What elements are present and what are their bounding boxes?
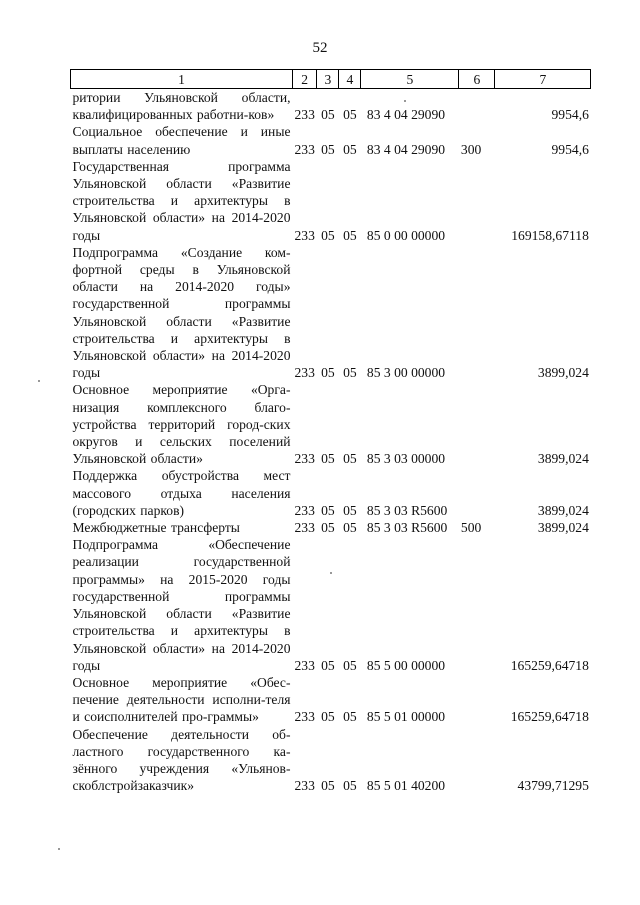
row-amount: 3899,024 — [537, 502, 589, 518]
row-amount: 9954,6 — [551, 141, 589, 157]
row-name: Подпрограмма «Обеспечение реализации государственной программы» на 2015-2020 годы государственной программы Ульяновской области «Развитие строительства и архитектуры в Ульяновской области» на 2014-2020 годы — [72, 537, 291, 673]
row-admin-code: 233 — [294, 709, 315, 725]
row-target-article: 85 3 00 00000 — [366, 365, 446, 381]
row-section: 05 — [321, 778, 335, 794]
row-amount: 3899,024 — [537, 520, 589, 536]
header-cell-3: 3 — [317, 70, 339, 89]
margin-mark — [58, 848, 60, 850]
row-subsection: 05 — [343, 657, 357, 673]
table-row — [71, 519, 591, 536]
row-subsection: 05 — [343, 778, 357, 794]
row-expense-type — [459, 467, 495, 519]
row-admin-code: 233 — [294, 502, 315, 518]
row-expense-type — [459, 674, 495, 726]
header-cell-7: 7 — [495, 70, 591, 89]
row-name: Социальное обеспечение и иные выплаты населению — [72, 124, 291, 157]
row-name: Поддержка обустройства мест массового отдыха населения (городских парков) — [72, 468, 291, 518]
row-name: Основное мероприятие «Обес-печение деятельности исполни-теля и соисполнителей про-граммы» — [72, 674, 291, 725]
row-name: Основное мероприятие «Орга-низация комплексного благо-устройства территорий город-ских округов и сельских поселений Ульяновской области» — [72, 382, 291, 467]
row-name: Обеспечение деятельности об-ластного государственного ка-зённого учреждения «Ульянов-скоблстройзаказчик» — [72, 726, 291, 794]
page-number: 52 — [312, 40, 328, 56]
row-admin-code: 233 — [294, 520, 315, 536]
row-admin-code: 233 — [294, 107, 315, 123]
table-row — [71, 536, 591, 674]
header-cell-2: 2 — [293, 70, 317, 89]
row-expense-type — [459, 244, 495, 382]
row-target-article: 85 3 03 R5600 — [366, 502, 448, 518]
header-cell-4: 4 — [339, 70, 361, 89]
row-subsection: 05 — [343, 520, 357, 536]
table-row — [71, 674, 591, 726]
row-expense-type — [459, 158, 495, 244]
header-row — [71, 70, 591, 89]
row-admin-code: 233 — [294, 141, 315, 157]
row-subsection: 05 — [343, 141, 357, 157]
row-section: 05 — [321, 502, 335, 518]
row-name: Государственная программа Ульяновской области «Развитие строительства и архитектуры в Ульяновской области» на 2014-2020 годы — [72, 158, 291, 243]
table-row — [71, 726, 591, 795]
row-amount: 3899,024 — [537, 451, 589, 467]
row-amount: 3899,024 — [537, 365, 589, 381]
row-amount: 43799,71295 — [517, 778, 589, 794]
row-amount: 165259,64718 — [510, 657, 589, 673]
row-section: 05 — [321, 141, 335, 157]
row-target-article: 85 5 01 40200 — [366, 778, 446, 794]
row-section: 05 — [321, 107, 335, 123]
row-name: Межбюджетные трансферты — [72, 520, 240, 536]
row-section: 05 — [321, 451, 335, 467]
row-target-article: 85 5 00 00000 — [366, 657, 446, 673]
row-subsection: 05 — [343, 451, 357, 467]
table-row — [71, 244, 591, 382]
row-expense-type — [459, 726, 495, 795]
row-name: ритории Ульяновской области, квалифицированных работни-ков» — [72, 90, 291, 123]
table-row — [71, 467, 591, 519]
row-admin-code: 233 — [294, 451, 315, 467]
row-name: Подпрограмма «Создание ком-фортной среды в Ульяновской области на 2014-2020 годы» государственной программы Ульяновской области «Развитие строительства и архитектуры в Ульяновской области» на 2014-2020 годы — [72, 244, 291, 381]
row-admin-code: 233 — [294, 227, 315, 243]
row-expense-type — [459, 89, 495, 124]
header-cell-5: 5 — [361, 70, 459, 89]
row-subsection: 05 — [343, 709, 357, 725]
row-subsection: 05 — [343, 502, 357, 518]
row-amount: 169158,67118 — [511, 227, 589, 243]
row-target-article: 85 5 01 00000 — [366, 709, 446, 725]
table-row — [71, 89, 591, 124]
margin-mark — [330, 572, 332, 574]
row-target-article: 85 3 03 00000 — [366, 451, 446, 467]
row-section: 05 — [321, 227, 335, 243]
row-admin-code: 233 — [294, 778, 315, 794]
table-row — [71, 123, 591, 157]
row-section: 05 — [321, 365, 335, 381]
row-target-article: 85 3 03 R5600 — [366, 520, 448, 536]
row-expense-type: 300 — [460, 141, 482, 157]
table-row — [71, 158, 591, 244]
row-section: 05 — [321, 709, 335, 725]
row-subsection: 05 — [343, 227, 357, 243]
budget-table — [70, 69, 591, 794]
row-expense-type — [459, 536, 495, 674]
row-subsection: 05 — [343, 365, 357, 381]
margin-mark — [404, 100, 406, 102]
row-amount: 9954,6 — [551, 107, 589, 123]
row-subsection: 05 — [343, 107, 357, 123]
row-target-article: 83 4 04 29090 — [366, 107, 446, 123]
row-section: 05 — [321, 657, 335, 673]
header-cell-6: 6 — [459, 70, 495, 89]
row-expense-type: 500 — [460, 520, 482, 536]
row-amount: 165259,64718 — [510, 709, 589, 725]
margin-mark — [38, 380, 40, 382]
row-admin-code: 233 — [294, 365, 315, 381]
row-expense-type — [459, 381, 495, 467]
row-target-article: 83 4 04 29090 — [366, 141, 446, 157]
row-target-article: 85 0 00 00000 — [366, 227, 446, 243]
row-section: 05 — [321, 520, 335, 536]
table-row — [71, 381, 591, 467]
row-admin-code: 233 — [294, 657, 315, 673]
header-cell-1: 1 — [71, 70, 293, 89]
